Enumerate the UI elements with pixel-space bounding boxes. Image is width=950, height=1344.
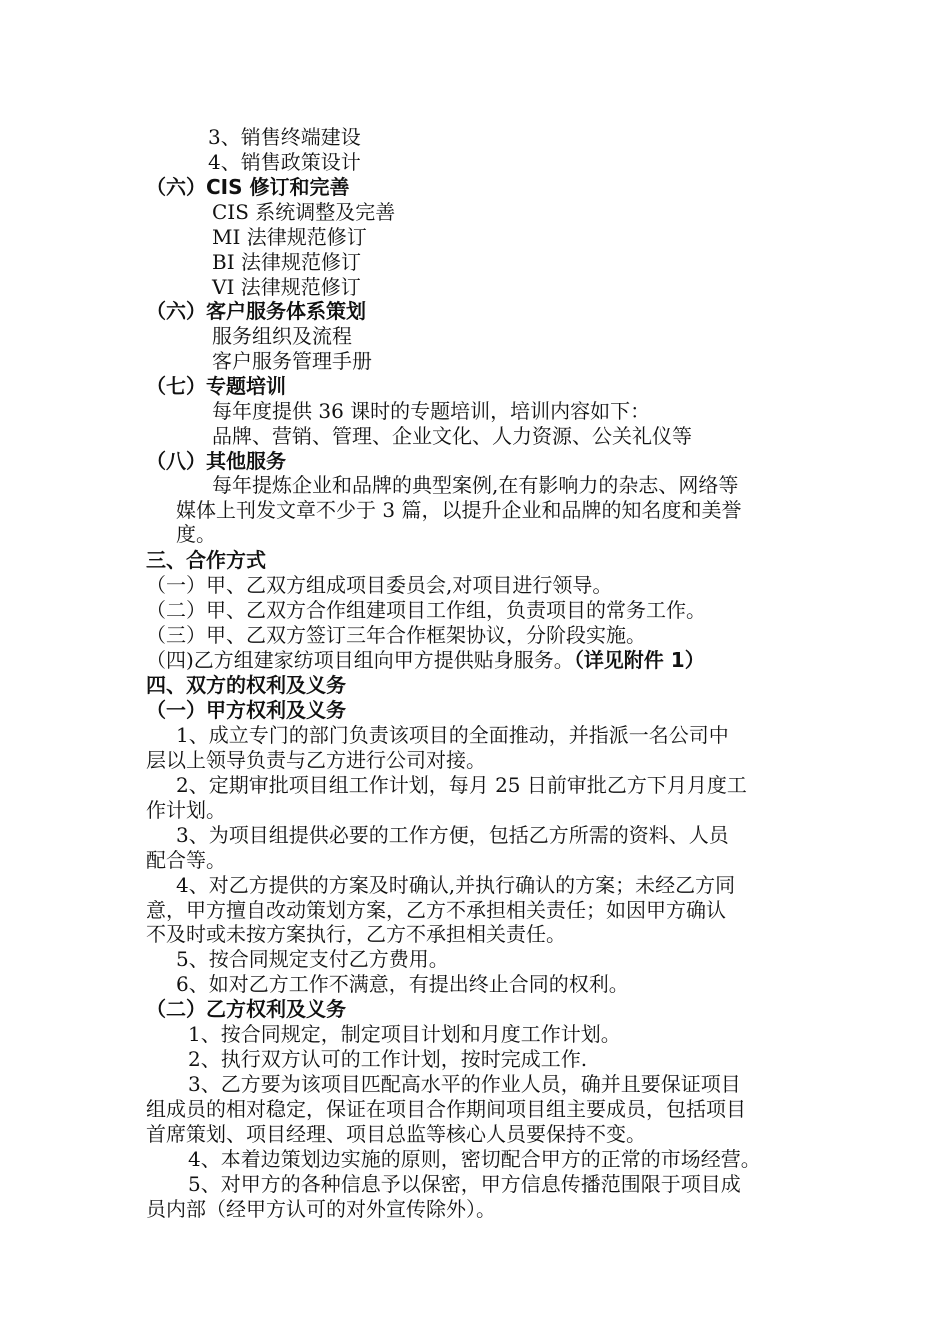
- paragraph-line: 层以上领导负责与乙方进行公司对接。: [146, 748, 486, 772]
- paragraph-line: 2、定期审批项目组工作计划，每月 25 日前审批乙方下月月度工: [176, 773, 747, 797]
- subsection-heading: （六）客户服务体系策划: [146, 299, 366, 323]
- list-item: 服务组织及流程: [212, 324, 352, 348]
- subsection-heading: （六）CIS 修订和完善: [146, 175, 350, 199]
- list-item-text: （四)乙方组建家纺项目组向甲方提供贴身服务。: [146, 648, 574, 672]
- paragraph-line: 1、按合同规定，制定项目计划和月度工作计划。: [188, 1022, 621, 1046]
- subsection-heading: （一）甲方权利及义务: [146, 698, 346, 722]
- paragraph-line: 组成员的相对稳定，保证在项目合作期间项目组主要成员，包括项目: [146, 1097, 746, 1121]
- list-item: （二）甲、乙双方合作组建项目工作组，负责项目的常务工作。: [146, 598, 706, 622]
- paragraph-line: 作计划。: [146, 798, 226, 822]
- paragraph-line: 3、乙方要为该项目匹配高水平的作业人员，确并且要保证项目: [188, 1072, 741, 1096]
- paragraph-line: 每年提炼企业和品牌的典型案例,在有影响力的杂志、网络等: [212, 473, 739, 497]
- list-item: 客户服务管理手册: [212, 349, 372, 373]
- paragraph-line: 媒体上刊发文章不少于 3 篇，以提升企业和品牌的知名度和美誉: [176, 498, 742, 522]
- paragraph-line: 4、对乙方提供的方案及时确认,并执行确认的方案；未经乙方同: [176, 873, 736, 897]
- subsection-heading: （二）乙方权利及义务: [146, 997, 346, 1021]
- subsection-heading: （七）专题培训: [146, 374, 286, 398]
- paragraph-line: 品牌、营销、管理、企业文化、人力资源、公关礼仪等: [212, 424, 692, 448]
- list-item: CIS 系统调整及完善: [212, 200, 396, 224]
- list-item: BI 法律规范修订: [212, 250, 361, 274]
- paragraph-line: 3、为项目组提供必要的工作方便，包括乙方所需的资料、人员: [176, 823, 729, 847]
- paragraph-line: 2、执行双方认可的工作计划，按时完成工作.: [188, 1047, 588, 1071]
- paragraph-line: 不及时或未按方案执行，乙方不承担相关责任。: [146, 922, 566, 946]
- appendix-reference: （详见附件 1）: [573, 648, 705, 672]
- list-item: MI 法律规范修订: [212, 225, 367, 249]
- paragraph-line: 1、成立专门的部门负责该项目的全面推动，并指派一名公司中: [176, 723, 729, 747]
- section-heading: 四、双方的权利及义务: [146, 673, 346, 697]
- paragraph-line: 6、如对乙方工作不满意，有提出终止合同的权利。: [176, 972, 629, 996]
- list-item: （一）甲、乙双方组成项目委员会,对项目进行领导。: [146, 573, 613, 597]
- list-item: [146, 648, 705, 673]
- list-item: （三）甲、乙双方签订三年合作框架协议，分阶段实施。: [146, 623, 646, 647]
- paragraph-line: 4、本着边策划边实施的原则，密切配合甲方的正常的市场经营。: [188, 1147, 761, 1171]
- list-item: 3、销售终端建设: [208, 125, 361, 149]
- paragraph-line: 首席策划、项目经理、项目总监等核心人员要保持不变。: [146, 1122, 646, 1146]
- list-item: 4、销售政策设计: [208, 150, 361, 174]
- paragraph-line: 员内部（经甲方认可的对外宣传除外）。: [146, 1197, 496, 1221]
- paragraph-line: 5、对甲方的各种信息予以保密，甲方信息传播范围限于项目成: [188, 1172, 741, 1196]
- paragraph-line: 意，甲方擅自改动策划方案，乙方不承担相关责任；如因甲方确认: [146, 898, 726, 922]
- section-heading: 三、合作方式: [146, 548, 266, 572]
- paragraph-line: 每年度提供 36 课时的专题培训，培训内容如下：: [212, 399, 651, 423]
- list-item: VI 法律规范修订: [212, 275, 361, 299]
- subsection-heading: （八）其他服务: [146, 449, 286, 473]
- paragraph-line: 度。: [176, 522, 216, 546]
- paragraph-line: 配合等。: [146, 848, 226, 872]
- paragraph-line: 5、按合同规定支付乙方费用。: [176, 947, 449, 971]
